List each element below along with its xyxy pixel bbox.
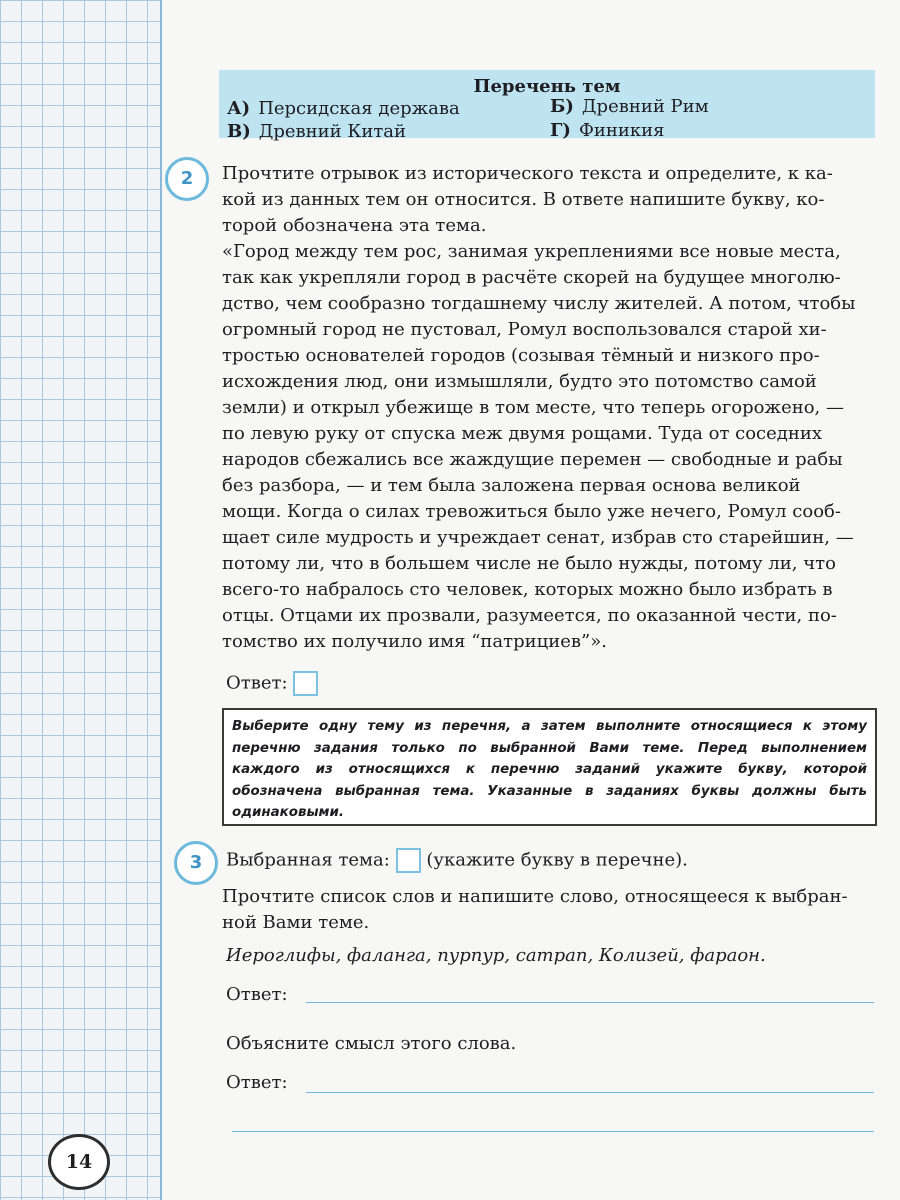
topics-list	[219, 70, 875, 142]
text-line: исхождения люд, они измышляли, будто это потомство самой	[222, 371, 817, 392]
text-line: потому ли, что в большем числе не было нужды, потому ли, что	[222, 553, 836, 574]
text-line: ной Вами теме.	[222, 912, 370, 933]
topic-item	[550, 96, 709, 117]
text-line: так как укрепляли город в расчёте скорей на будущее многолю-	[222, 267, 841, 288]
text-line: торой обозначена эта тема.	[222, 215, 487, 236]
selected-topic-box[interactable]	[396, 848, 421, 873]
grid-margin	[0, 0, 160, 1200]
text-line: щает силе мудрость и учреждает сенат, избрав сто старейшин, —	[222, 527, 854, 548]
text-line: земли) и открыл убежище в том месте, что теперь огорожено, —	[222, 397, 844, 418]
task-number-badge: 2	[165, 157, 209, 201]
text-line: всего-то набралось сто человек, которых можно было избрать в	[222, 579, 833, 600]
answer-line[interactable]	[232, 1131, 874, 1132]
text-line: «Город между тем рос, занимая укреплениями все новые места,	[222, 241, 841, 262]
answer-box[interactable]	[293, 671, 318, 696]
answer-line[interactable]	[306, 1002, 874, 1003]
page-number: 14	[48, 1134, 110, 1190]
task2-text	[222, 161, 882, 655]
task-number-badge: 3	[174, 841, 218, 885]
text-line: без разбора, — и тем была заложена первая основа великой	[222, 475, 801, 496]
answer-line[interactable]	[306, 1092, 874, 1093]
topic-name: Финикия	[578, 120, 665, 141]
task3-prompt	[222, 884, 882, 936]
topic-item	[227, 98, 460, 119]
answer-label: Ответ:	[226, 1072, 288, 1093]
text-line: дство, чем сообразно тогдашнему числу жителей. А потом, чтобы	[222, 293, 856, 314]
topic-letter: В)	[227, 121, 251, 142]
topic-letter: Б)	[550, 96, 574, 117]
topic-item	[550, 120, 665, 141]
selected-topic-label: Выбранная тема:	[226, 849, 390, 871]
text-line: Прочтите отрывок из исторического текста и определите, к ка-	[222, 163, 833, 184]
word-list: Иероглифы, фаланга, пурпур, сатрап, Колизей, фараон.	[226, 945, 766, 966]
text-line: кой из данных тем он относится. В ответе напишите букву, ко-	[222, 189, 825, 210]
topic-name: Древний Китай	[258, 121, 407, 142]
text-line: Прочтите список слов и напишите слово, относящееся к выбран-	[222, 886, 848, 907]
text-line: тростью основателей городов (созывая тёмный и низкого про-	[222, 345, 820, 366]
text-line: мощи. Когда о силах тревожиться было уже нечего, Ромул сооб-	[222, 501, 841, 522]
text-line: огромный город не пустовал, Ромул воспользовался старой хи-	[222, 319, 827, 340]
topic-item	[227, 121, 406, 142]
text-line: народов сбежались все жаждущие перемен — свободные и рабы	[222, 449, 843, 470]
text-line: по левую руку от спуска меж двумя рощами. Туда от соседних	[222, 423, 823, 444]
selected-topic-hint: (укажите букву в перечне).	[426, 849, 688, 871]
topic-name: Древний Рим	[581, 96, 709, 117]
explain-prompt: Объясните смысл этого слова.	[226, 1033, 517, 1054]
selected-topic-row	[226, 848, 688, 873]
topic-letter: А)	[227, 98, 251, 119]
topic-name: Персидская держава	[258, 98, 460, 119]
text-line: отцы. Отцами их прозвали, разумеется, по оказанной чести, по-	[222, 605, 837, 626]
instruction-box: Выберите одну тему из перечня, а затем выполните относящиеся к этому перечню задания только по выбранной Вами теме. Перед выполнением каждого из относящихся к перечню заданий укажите букву, которой обозначена выбранная тема. Указанные в заданиях буквы должны быть одинаковыми.	[222, 708, 877, 826]
topic-letter: Г)	[550, 120, 571, 141]
task2-answer	[226, 671, 318, 696]
margin-divider	[160, 0, 162, 1200]
answer-label: Ответ:	[226, 984, 288, 1005]
topics-title: Перечень тем	[473, 76, 621, 97]
answer-label: Ответ:	[226, 672, 288, 694]
text-line: томство их получило имя “патрициев”».	[222, 631, 607, 652]
